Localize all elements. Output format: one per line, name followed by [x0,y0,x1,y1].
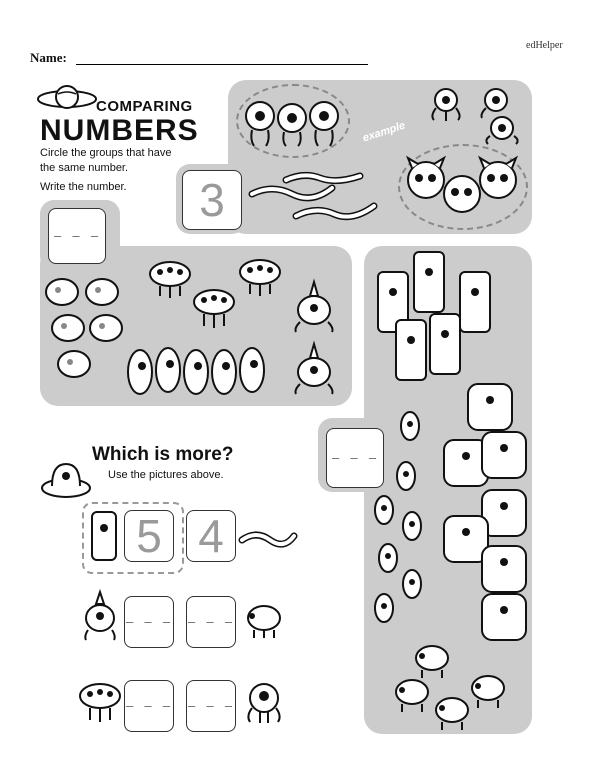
bug-alien-icon [240,600,284,640]
answer-blank: — — — [125,615,173,629]
title-line-2: NUMBERS [40,114,199,147]
answer-blank: — — — [125,699,173,713]
title-line-1: COMPARING [96,98,193,115]
row-1-right-value: 4 [198,510,224,562]
instruction-2: the same number. [40,162,129,174]
instruction-3: Write the number. [40,181,127,193]
brand: edHelper [526,40,563,51]
bug-alien-group-icon [392,636,512,732]
fish-alien-group-icon [126,340,266,402]
which-more-heading: Which is more? [92,444,234,465]
three-eyed-jellyfish-group-icon [144,258,284,334]
name-line[interactable] [76,64,368,65]
octopus-alien-icon [240,680,288,728]
worm-alien-group-icon [246,166,384,226]
unicorn-squid-icon [78,590,122,644]
tall-block-alien-group-icon [374,250,498,386]
row-1-right-box[interactable] [186,510,236,562]
answer-blank: — — — [187,615,235,629]
answer-blank: — — — [53,229,101,243]
stacked-eye-alien-group-icon [438,380,530,644]
answer-box-1[interactable] [48,208,106,264]
unicorn-squid-group-icon [286,278,342,398]
horned-alien-group-icon [404,154,520,220]
turtle-alien-group-icon [42,272,126,384]
jellyfish-alien-group-icon [244,94,340,148]
answer-blank: — — — [331,451,379,465]
planet-icon [36,82,98,116]
octopus-alien-group-icon [426,86,522,144]
answer-blank: — — — [187,699,235,713]
row-2-right-box[interactable] [186,596,236,648]
three-eyed-jellyfish-icon [76,680,124,726]
instruction-1: Circle the groups that have [40,147,172,159]
block-alien-icon [90,510,118,564]
row-1-left-box[interactable] [124,510,174,562]
row-1-left-value: 5 [136,510,162,562]
example-label: example [361,119,407,145]
bean-alien-group-icon [372,410,432,630]
row-3-left-box[interactable] [124,680,174,732]
example-answer-number: 3 [199,174,225,226]
which-more-subheading: Use the pictures above. [108,469,224,481]
row-3-right-box[interactable] [186,680,236,732]
ufo-icon [40,456,92,502]
name-label: Name: [30,50,67,65]
row-2-left-box[interactable] [124,596,174,648]
worm-alien-icon [238,528,298,550]
example-answer-box [182,170,242,230]
